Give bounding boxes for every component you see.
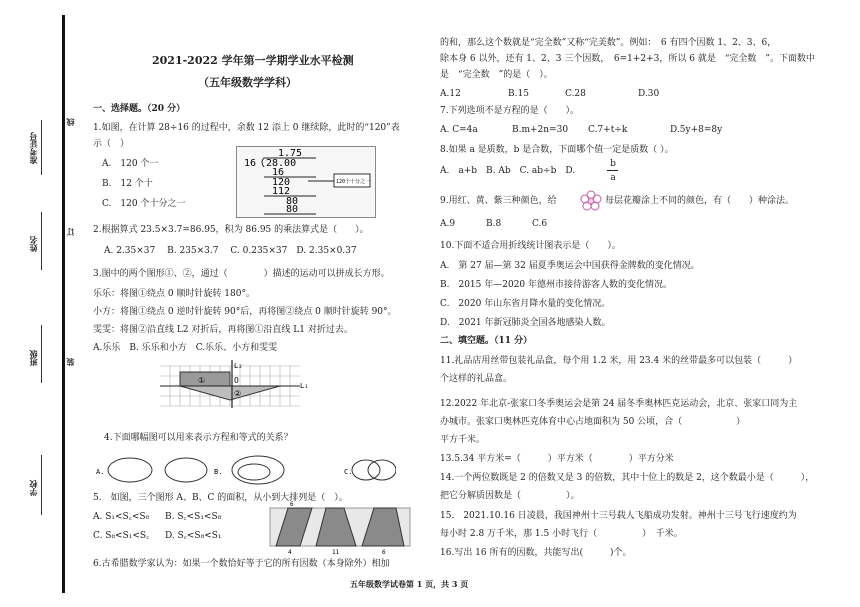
q5-option-d: D. S꜀<S₈<S₁ — [165, 531, 222, 541]
q13: 13.5.34 平方米=（ ）平方米（ ）平方分米 — [440, 454, 674, 464]
q9-option-b: B.8 — [486, 219, 502, 229]
label-ding: 订 — [65, 228, 75, 236]
label-name: 姓名 — [28, 236, 38, 252]
shape-two — [180, 386, 280, 400]
flower-icon — [580, 190, 602, 212]
label-exam-id: 准考证号 — [28, 132, 38, 164]
q2-options: A. 2.35×37 B. 235×3.7 C. 0.235×37 D. 2.35×0.37 — [104, 246, 357, 256]
q1-option-a: A. 120 个一 — [102, 159, 159, 169]
q10-option-d: D. 2021 年新冠肺炎全国各地感染人数。 — [440, 318, 611, 328]
q9-line1b: 每层花瓣涂上不同的颜色，有（ ）种涂法。 — [605, 196, 795, 206]
label-shape-two: ② — [234, 389, 242, 398]
q7-line1: 7.下列选项不是方程的是（ ）。 — [440, 106, 580, 116]
division-quotient: 1.75 — [278, 148, 303, 159]
binding-line — [62, 15, 65, 593]
q4-line1: 4.下面哪幅图可以用来表示方程和等式的关系？ — [104, 433, 293, 443]
q10-option-b: B. 2015 年—2020 年德州市接待游客人数的变化情况。 — [440, 280, 673, 290]
q6-option-c: C.28 — [565, 89, 586, 99]
label-l1: L₁ — [300, 382, 308, 390]
area-bottom-label-1: 4 — [288, 549, 292, 556]
venn-options — [96, 452, 396, 488]
q15-line1: 15. 2021.10.16 日凌晨，我国神州十三号载人飞船成功发射。神州十三号飞行速度约为 — [440, 511, 797, 521]
q3-line4: 雯雯：将图②沿直线 L2 对折后，再将图①沿直线 L1 对折过去。 — [93, 325, 353, 335]
division-divisor: 16 — [244, 158, 257, 169]
division-row-1: 16 — [272, 167, 285, 178]
q5-option-a: A. S₁<S꜀<S₈ — [93, 512, 150, 522]
q8-line1: 8.如果 a 是质数，b 是合数，下面哪个值一定是质数（ ）。 — [440, 145, 674, 155]
q5-option-b: B. S꜀<S₁<S₈ — [165, 512, 222, 522]
q7-option-d: D.5y+8=8y — [670, 125, 723, 135]
label-xian: 线 — [65, 118, 75, 126]
venn-label-b: B. — [214, 468, 223, 476]
q9-option-a: A.9 — [440, 219, 456, 229]
division-row-5: 80 — [286, 204, 299, 215]
q1-option-b: B. 12 个十 — [102, 179, 153, 189]
underline-school — [41, 455, 42, 515]
label-l2: L₂ — [234, 362, 243, 370]
q12-line2: 办城市。张家口奥林匹克体育中心占地面积为 50 公顷，合（ ） — [440, 417, 746, 427]
q5-option-c: C. S₈<S₁<S꜀ — [93, 531, 150, 541]
q6-cont-line1: 的和，那么这个数就是“完全数”又称“完美数”。例如： 6 有四个因数 1、2、3、6， — [440, 38, 777, 48]
underline-exam-id — [41, 120, 42, 175]
q8-options: A. a+b B. Ab C. ab÷b D. — [440, 166, 576, 176]
q10-option-c: C. 2020 年山东省月降水量的变化情况。 — [440, 299, 611, 309]
division-row-3: 112 — [272, 186, 291, 197]
division-row-2: 120 — [272, 177, 291, 188]
q11-line1: 11.礼品店用丝带包装礼品盒，每个用 1.2 米，用 23.4 米的丝带最多可以包装（ ） — [440, 356, 798, 366]
q14-line2: 把它分解质因数是（ ）。 — [440, 491, 580, 501]
q8-frac-den: a — [610, 173, 616, 183]
q12-line1: 12.2022 年北京-张家口冬季奥运会是第 24 届冬季奥林匹克运动会，北京、张家口同为主 — [440, 399, 798, 409]
q16: 16.写出 16 所有的因数，共能写出( )个。 — [440, 548, 632, 558]
q11-line2: 个这样的礼品盒。 — [440, 374, 513, 384]
q2-line1: 2.根据算式 23.5×3.7=86.95，积为 86.95 的乘法算式是（ ）。 — [93, 225, 369, 235]
q7-option-c: C.7+t÷k — [588, 125, 628, 135]
q7-option-a: A. C=4a — [440, 125, 478, 135]
q6-cont-line3: 是 “完全数 ”的是（ ）。 — [440, 70, 553, 80]
label-point-o: O — [234, 376, 239, 385]
q7-option-b: B.m+2n=30 — [512, 125, 569, 135]
q9-option-c: C.6 — [532, 219, 548, 229]
underline-class — [41, 325, 42, 383]
q15-line2: 每小时 2.8 万千米，那 1.5 小时飞行（ ） 千米。 — [440, 529, 683, 539]
q5-line1: 5. 如图，三个图形 A、B、C 的面积，从小到大排列是（ ）。 — [93, 493, 348, 503]
q9-line1a: 9.用红、黄、紫三种颜色，给 — [440, 196, 557, 206]
q6-option-a: A.12 — [440, 89, 461, 99]
area-top-label: 6 — [290, 501, 294, 508]
underline-name — [41, 212, 42, 270]
venn-label-c: C. — [344, 468, 353, 476]
label-class: 班级 — [28, 350, 38, 366]
q3-line1: 3.图中的两个图形①、②，通过（ ）描述的运动可以拼成长方形。 — [93, 269, 390, 279]
division-row-4: 80 — [286, 196, 299, 207]
q3-line2: 乐乐：将图①绕点 0 顺时针旋转 180°。 — [93, 289, 255, 299]
pointer-label: 120个十分之一 — [336, 179, 371, 185]
q3-line3: 小方：将图①绕点 0 逆时针旋转 90°后，再将图②绕点 0 顺时针旋转 90°。 — [93, 307, 397, 317]
q1-line1: 1.如图，在计算 28÷16 的过程中，余数 12 添上 0 继续除，此时的“120”表 — [93, 123, 400, 133]
page-footer: 五年级数学试卷第 1 页，共 3 页 — [350, 579, 469, 589]
division-dividend: 28.00 — [266, 158, 297, 169]
q6-option-b: B.15 — [508, 89, 529, 99]
label-shape-one: ① — [198, 376, 206, 385]
label-zhuang: 装 — [65, 358, 75, 366]
q10-option-a: A. 第 27 届—第 32 届夏季奥运会中国获得金牌数的变化情况。 — [440, 261, 700, 271]
section-choice: 一、选择题。（20 分） — [93, 104, 186, 114]
section-fill: 二、填空题。（11 分） — [440, 336, 533, 346]
q10-line1: 10.下面不适合用折线统计图表示是（ ）。 — [440, 241, 621, 251]
q8-frac-bar — [607, 170, 618, 171]
q6-option-d: D.30 — [638, 89, 660, 99]
q12-line3: 平方千米。 — [440, 435, 486, 445]
page-title: 2021-2022 学年第一学期学业水平检测 — [152, 54, 354, 67]
q6-line1: 6.古希腊数学家认为：如果一个数恰好等于它的所有因数（本身除外）相加 — [93, 559, 390, 569]
q8-frac-num: b — [610, 159, 616, 169]
venn-label-a: A. — [96, 468, 105, 476]
grid-figure — [160, 360, 308, 412]
q1-option-c: C. 120 个十分之一 — [102, 199, 186, 209]
area-bottom-label-2: 11 — [332, 549, 340, 556]
page-subtitle: （五年级数学学科） — [198, 76, 297, 89]
venn-b-left — [165, 458, 207, 482]
q6-cont-line2: 除本身 6 以外，还有 1、2、3 三个因数， 6=1+2+3，所以 6 就是 “完全数 ”。下面数中 — [440, 54, 816, 64]
label-school: 学校 — [28, 480, 38, 496]
area-bottom-label-3: 6 — [382, 549, 386, 556]
long-division-figure — [236, 146, 376, 218]
q14-line1: 14.一个两位数既是 2 的倍数又是 3 的倍数，其中十位上的数是 2，这个数最小是（ ）， — [440, 473, 815, 483]
q1-line2: 示（ ） — [93, 139, 130, 149]
area-figure — [266, 500, 416, 556]
q3-options: A.乐乐 B. 乐乐和小方 C.乐乐、小方和雯雯 — [93, 343, 278, 353]
